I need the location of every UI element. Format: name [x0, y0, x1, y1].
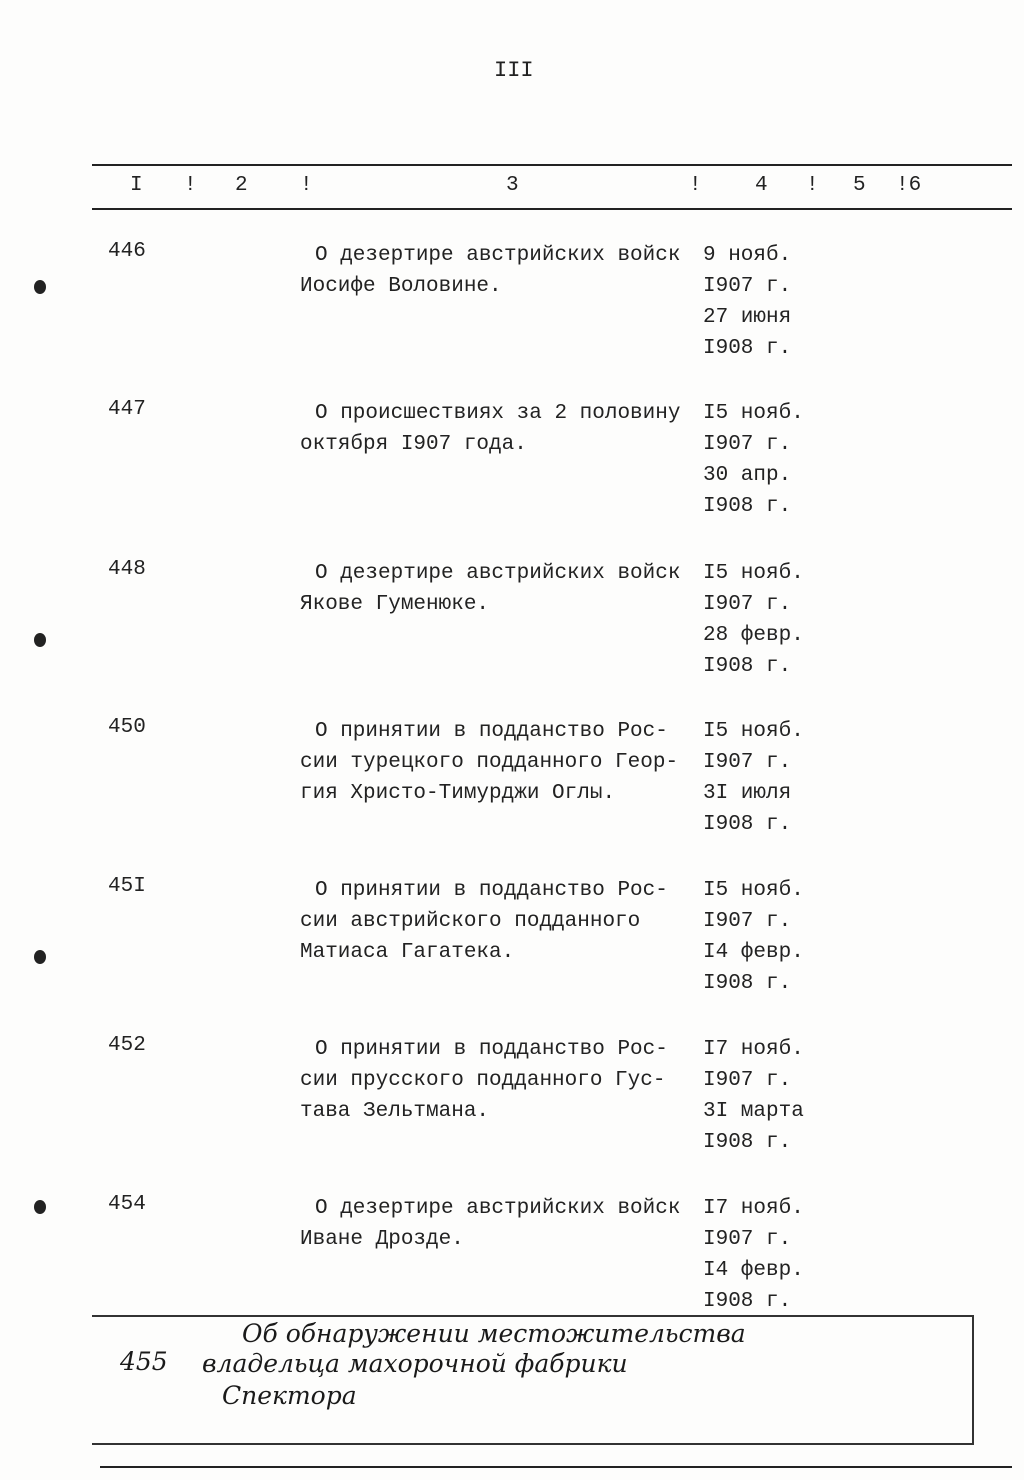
- entry-text: [300, 875, 668, 968]
- header-top-rule: [92, 164, 1012, 166]
- col-2-label: 2: [235, 174, 248, 197]
- entry-number: 452: [108, 1034, 146, 1057]
- entry-date-line: I907 г.: [703, 593, 792, 616]
- entry-date-line: I908 г.: [703, 1131, 792, 1154]
- entry-text-line: сии австрийского подданного: [300, 910, 641, 933]
- handwritten-line: владельца махорочной фабрики: [202, 1349, 628, 1378]
- entry-text: [300, 716, 678, 809]
- col-3-label: 3: [506, 174, 519, 197]
- entry-date-line: I7 нояб.: [703, 1038, 804, 1061]
- entry-text-line: Иване Дрозде.: [300, 1228, 464, 1251]
- entry-date-line: 28 февр.: [703, 624, 804, 647]
- entry-date-line: 9 нояб.: [703, 244, 792, 267]
- entry-dates: [703, 716, 804, 840]
- entry-date-line: I907 г.: [703, 275, 792, 298]
- entry-date-line: I7 нояб.: [703, 1197, 804, 1220]
- entry-date-line: I5 нояб.: [703, 562, 804, 585]
- entry-date-line: I5 нояб.: [703, 402, 804, 425]
- entry-date-line: I908 г.: [703, 337, 792, 360]
- entry-dates: [703, 398, 804, 522]
- entry-date-line: I908 г.: [703, 813, 792, 836]
- entry-text-line: О принятии в подданство Рос-: [315, 879, 668, 902]
- handwritten-entry: [92, 1315, 974, 1445]
- entry-row: [0, 875, 1024, 1015]
- entry-date-line: I907 г.: [703, 1069, 792, 1092]
- entry-date-line: I907 г.: [703, 1228, 792, 1251]
- punch-hole: [34, 633, 46, 647]
- entry-date-line: I907 г.: [703, 433, 792, 456]
- col-4-label: 4: [755, 174, 768, 197]
- entry-text-line: Матиаса Гагатека.: [300, 941, 515, 964]
- bottom-rule: [100, 1466, 1012, 1468]
- entry-dates: [703, 1034, 804, 1158]
- entry-date-line: I5 нояб.: [703, 879, 804, 902]
- entry-dates: [703, 558, 804, 682]
- col-sep: !: [689, 174, 702, 197]
- entry-text-line: О происшествиях за 2 половину: [315, 402, 681, 425]
- entry-text: [300, 1034, 668, 1127]
- entry-row: [0, 558, 1024, 698]
- entry-date-line: I5 нояб.: [703, 720, 804, 743]
- entry-date-line: I907 г.: [703, 910, 792, 933]
- entry-date-line: 3I марта: [703, 1100, 804, 1123]
- entry-text-line: Якове Гуменюке.: [300, 593, 490, 616]
- entry-row: [0, 1034, 1024, 1174]
- col-sep: !: [184, 174, 197, 197]
- entry-date-line: 3I июля: [703, 782, 792, 805]
- entry-dates: [703, 875, 804, 999]
- entry-number: 454: [108, 1193, 146, 1216]
- header-bottom-rule: [92, 208, 1012, 210]
- col-sep: !: [806, 174, 819, 197]
- entry-text-line: Иосифе Воловине.: [300, 275, 502, 298]
- entry-number: 446: [108, 240, 146, 263]
- entry-row: [0, 1193, 1024, 1333]
- entry-text: [300, 240, 680, 302]
- entry-dates: [703, 240, 791, 364]
- col-sep: !: [300, 174, 313, 197]
- punch-hole: [34, 280, 46, 294]
- col-5-label: 5: [853, 174, 866, 197]
- entry-date-line: I907 г.: [703, 751, 792, 774]
- entry-text-line: сии турецкого подданного Геор-: [300, 751, 679, 774]
- page-number: III: [494, 58, 534, 83]
- entry-number: 450: [108, 716, 146, 739]
- entry-date-line: I908 г.: [703, 1290, 792, 1313]
- entry-text-line: О дезертире австрийских войск: [315, 244, 681, 267]
- punch-hole: [34, 1200, 46, 1214]
- entry-text-line: октября I907 года.: [300, 433, 527, 456]
- entry-text-line: гия Христо-Тимурджи Оглы.: [300, 782, 616, 805]
- entry-dates: [703, 1193, 804, 1317]
- entry-row: [0, 240, 1024, 380]
- entry-date-line: I4 февр.: [703, 941, 804, 964]
- entry-row: [0, 716, 1024, 856]
- entry-date-line: 27 июня: [703, 306, 792, 329]
- entry-number: 448: [108, 558, 146, 581]
- entry-text: [300, 1193, 680, 1255]
- entry-number: 45I: [108, 875, 146, 898]
- entry-date-line: I908 г.: [703, 972, 792, 995]
- entry-number: 447: [108, 398, 146, 421]
- entry-text: [300, 558, 680, 620]
- entry-text-line: тава Зельтмана.: [300, 1100, 490, 1123]
- entry-text-line: О дезертире австрийских войск: [315, 562, 681, 585]
- entry-text-line: сии прусского подданного Гус-: [300, 1069, 666, 1092]
- punch-hole: [34, 950, 46, 964]
- col-sep: !6: [896, 174, 922, 197]
- entry-text-line: О дезертире австрийских войск: [315, 1197, 681, 1220]
- entry-date-line: I4 февр.: [703, 1259, 804, 1282]
- entry-date-line: 30 апр.: [703, 464, 792, 487]
- entry-row: [0, 398, 1024, 538]
- col-1-label: I: [130, 174, 143, 197]
- entry-date-line: I908 г.: [703, 655, 792, 678]
- handwritten-line: Об обнаружении местожительства: [242, 1319, 746, 1348]
- entry-text-line: О принятии в подданство Рос-: [315, 720, 668, 743]
- handwritten-number: 455: [120, 1347, 168, 1376]
- entry-date-line: I908 г.: [703, 495, 792, 518]
- entry-text: [300, 398, 680, 460]
- entry-text-line: О принятии в подданство Рос-: [315, 1038, 668, 1061]
- handwritten-line: Спектора: [222, 1381, 357, 1410]
